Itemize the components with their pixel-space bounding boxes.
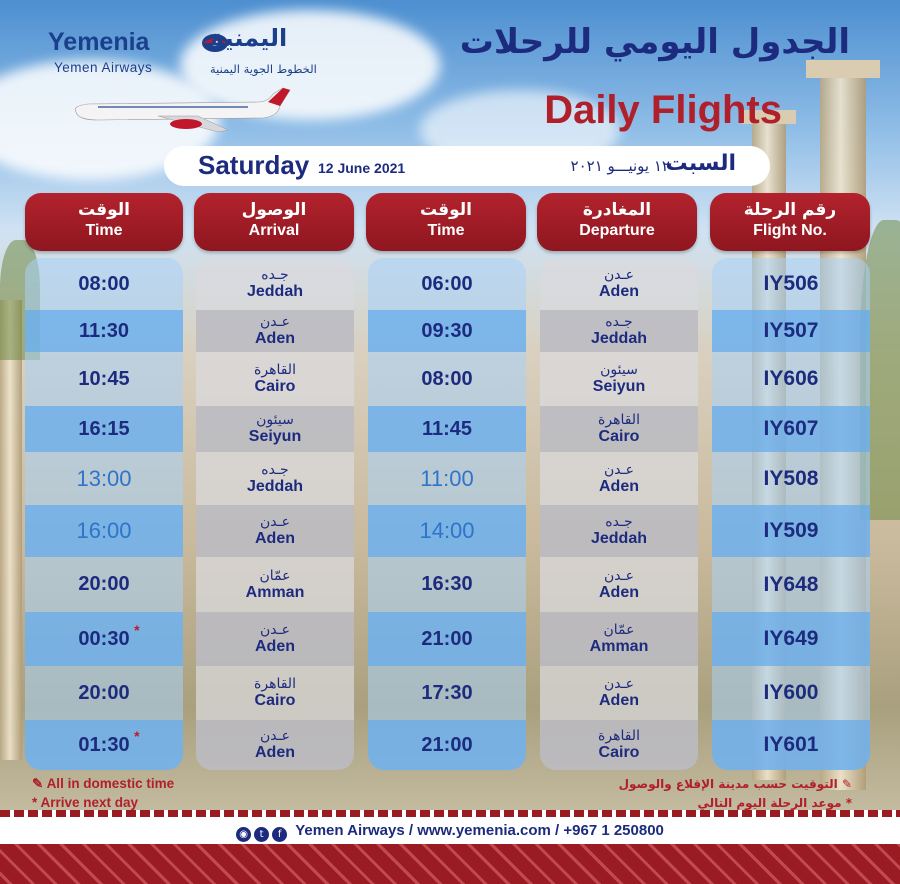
date-en: 12 June 2021	[318, 160, 406, 176]
table-row	[196, 666, 354, 720]
table-row	[196, 258, 354, 310]
header-departure-ar: المغادرة	[582, 200, 652, 220]
flight-number: IY606	[763, 367, 819, 390]
arrival-city-en: Aden	[255, 744, 295, 761]
arrival-city-en: Aden	[255, 638, 295, 655]
note-domestic-time-ar: التوقيت حسب مدينة الإقلاع والوصول ✎	[618, 777, 852, 791]
footer-contact[interactable]: Yemen Airways / www.yemenia.com / +967 1 250800	[295, 822, 664, 839]
table-row	[368, 666, 526, 720]
departure-city-ar: عمّان	[603, 622, 635, 638]
table-row	[368, 258, 526, 310]
arrival-time: 00:30 *	[78, 621, 140, 650]
departure-city-en: Aden	[599, 477, 639, 495]
departure-city-en: Jeddah	[590, 530, 647, 547]
departure-city-en: Aden	[599, 583, 639, 601]
table-row	[368, 310, 526, 352]
header-flight-en: Flight No.	[753, 222, 827, 239]
departure-city-ar: القاهرة	[598, 412, 640, 428]
header-departure-en: Departure	[579, 222, 655, 239]
departure-time: 11:00	[420, 465, 474, 491]
arrival-city-en: Amman	[245, 583, 305, 601]
arrival-city-ar: عـدن	[259, 622, 291, 638]
table-row	[540, 720, 698, 770]
departure-city-ar: عـدن	[603, 461, 635, 478]
table-row	[368, 352, 526, 406]
departure-time: 11:45	[421, 417, 473, 440]
departure-city-ar: سيئون	[600, 362, 638, 378]
departure-city-ar: عـدن	[603, 267, 635, 283]
departure-city-en: Seiyun	[592, 378, 646, 395]
arrival-city-en: Aden	[255, 330, 295, 347]
arrival-time: 01:30 *	[78, 727, 140, 756]
departure-time: 08:00	[421, 367, 473, 390]
date-bar	[164, 146, 770, 186]
departure-city-en: Cairo	[598, 744, 640, 761]
departure-time: 21:00	[421, 733, 473, 756]
table-row	[540, 310, 698, 352]
brand-sub-en: Yemen Airways	[54, 60, 153, 75]
departure-city-ar: عـدن	[603, 676, 635, 692]
header-departure-time	[366, 193, 526, 251]
arrival-city-ar: عمّان	[259, 567, 291, 584]
table-row	[540, 612, 698, 666]
table-row	[196, 406, 354, 452]
table-row	[368, 406, 526, 452]
departure-city-ar: جـده	[605, 314, 633, 330]
flight-number: IY509	[763, 519, 819, 542]
arrival-time: 20:00	[78, 681, 130, 704]
table-row	[196, 612, 354, 666]
brand-name-ar: اليمنية	[210, 24, 288, 52]
table-row	[368, 452, 526, 505]
table-row	[25, 352, 183, 406]
table-row	[25, 612, 183, 666]
footer-pattern-top	[0, 810, 900, 817]
brand-sub-ar: الخطوط الجوية اليمنية	[210, 62, 317, 76]
footer-bar	[0, 817, 900, 844]
arrival-city-ar: عـدن	[259, 728, 291, 744]
header-flight-no	[710, 193, 870, 251]
arrival-city-en: Jeddah	[246, 477, 303, 495]
departure-time-column	[368, 258, 526, 770]
arrival-time-column	[25, 258, 183, 770]
arrival-city-en: Aden	[255, 530, 295, 547]
arrival-city-en: Cairo	[254, 378, 296, 395]
table-row	[540, 406, 698, 452]
flight-number: IY507	[763, 319, 819, 342]
arrival-city-ar: عـدن	[259, 314, 291, 330]
page-title-en: Daily Flights	[544, 88, 782, 132]
arrival-time: 11:30	[78, 319, 130, 342]
table-row	[196, 720, 354, 770]
arrival-city-en: Jeddah	[246, 283, 303, 300]
table-row	[540, 258, 698, 310]
header-arrival-time-ar: الوقت	[78, 200, 130, 220]
arrival-time: 10:45	[78, 367, 130, 390]
table-row	[540, 557, 698, 612]
airplane-icon	[68, 86, 298, 136]
arrival-city-en: Cairo	[254, 692, 296, 709]
table-row	[368, 612, 526, 666]
page-title-ar: الجدول اليومي للرحلات	[459, 22, 850, 62]
arrival-city-ar: عـدن	[259, 514, 291, 530]
arrival-time: 16:15	[78, 417, 130, 440]
header-departure-time-en: Time	[427, 222, 465, 239]
arrival-city-ar: جـده	[261, 461, 289, 478]
header-flight-ar: رقم الرحلة	[743, 200, 837, 220]
twitter-icon[interactable]: t	[254, 827, 269, 842]
table-row	[712, 666, 870, 720]
flight-number: IY607	[763, 417, 819, 440]
table-row	[25, 406, 183, 452]
table-row	[25, 310, 183, 352]
table-row	[540, 505, 698, 557]
table-row	[25, 258, 183, 310]
next-day-marker: *	[134, 621, 140, 638]
flight-number: IY506	[763, 272, 819, 295]
departure-city-ar: عـدن	[603, 567, 635, 584]
table-row	[368, 557, 526, 612]
header-arrival-time	[25, 193, 183, 251]
table-row	[25, 666, 183, 720]
table-row	[540, 666, 698, 720]
table-row	[712, 406, 870, 452]
arrival-time: 20:00	[78, 573, 130, 595]
departure-time: 17:30	[421, 681, 473, 704]
table-row	[712, 720, 870, 770]
flight-number-column	[712, 258, 870, 770]
table-row	[196, 352, 354, 406]
arrival-city-ar: جـده	[261, 267, 289, 283]
departure-time: 21:00	[421, 627, 473, 650]
table-row	[712, 310, 870, 352]
departure-time: 14:00	[419, 518, 475, 543]
arrival-time: 13:00	[76, 465, 132, 491]
day-en: Saturday	[198, 150, 310, 180]
table-row	[196, 310, 354, 352]
table-row	[712, 505, 870, 557]
arrival-time: 08:00	[78, 272, 130, 295]
next-day-marker: *	[134, 727, 140, 744]
table-row	[25, 557, 183, 612]
departure-column	[540, 258, 698, 770]
header-departure	[537, 193, 697, 251]
table-row	[540, 352, 698, 406]
table-row	[712, 352, 870, 406]
arrival-city-en: Seiyun	[248, 428, 302, 445]
brand-name-en: Yemenia	[48, 28, 150, 56]
flight-number: IY508	[763, 466, 819, 490]
departure-city-ar: القاهرة	[598, 728, 640, 744]
header-arrival-ar: الوصول	[241, 200, 307, 220]
table-row	[712, 557, 870, 612]
arrival-time: 16:00	[76, 518, 132, 543]
instagram-icon[interactable]: ◉	[236, 827, 251, 842]
arrival-city-ar: سيئون	[256, 412, 294, 428]
note-next-day-en: * Arrive next day	[32, 795, 139, 810]
date-ar: ١٢ يونيـــو ٢٠٢١	[570, 157, 670, 175]
header-arrival-time-en: Time	[85, 222, 123, 239]
departure-city-en: Cairo	[598, 428, 640, 445]
note-next-day-ar: موعد الرحلة اليوم التالي *	[697, 796, 852, 810]
departure-city-en: Jeddah	[590, 330, 647, 347]
table-row	[368, 720, 526, 770]
departure-city-en: Amman	[589, 638, 649, 655]
departure-time: 16:30	[421, 573, 473, 595]
departure-city-en: Aden	[599, 692, 639, 709]
flight-number: IY601	[763, 733, 819, 756]
table-row	[540, 452, 698, 505]
note-domestic-time-en: ✎ All in domestic time	[32, 776, 175, 791]
departure-city-en: Aden	[599, 283, 639, 300]
table-row	[712, 452, 870, 505]
departure-city-ar: جـده	[605, 514, 633, 530]
table-row	[196, 557, 354, 612]
flight-number: IY649	[763, 627, 819, 650]
arrival-city-ar: القاهرة	[254, 676, 296, 692]
day-ar: السبت	[665, 151, 736, 176]
table-row	[196, 452, 354, 505]
header-departure-time-ar: الوقت	[420, 200, 472, 220]
flight-number: IY648	[763, 572, 819, 596]
table-row	[712, 612, 870, 666]
arrival-column	[196, 258, 354, 770]
table-row	[368, 505, 526, 557]
flight-number: IY600	[763, 681, 819, 704]
arrival-city-ar: القاهرة	[254, 362, 296, 378]
table-row	[25, 505, 183, 557]
table-row	[196, 505, 354, 557]
table-row	[25, 720, 183, 770]
table-row	[25, 452, 183, 505]
footer-pattern	[0, 844, 900, 884]
header-arrival-en: Arrival	[248, 222, 300, 239]
departure-time: 09:30	[421, 319, 473, 342]
table-row	[712, 258, 870, 310]
facebook-icon[interactable]: f	[272, 827, 287, 842]
header-arrival	[194, 193, 354, 251]
departure-time: 06:00	[421, 272, 473, 295]
